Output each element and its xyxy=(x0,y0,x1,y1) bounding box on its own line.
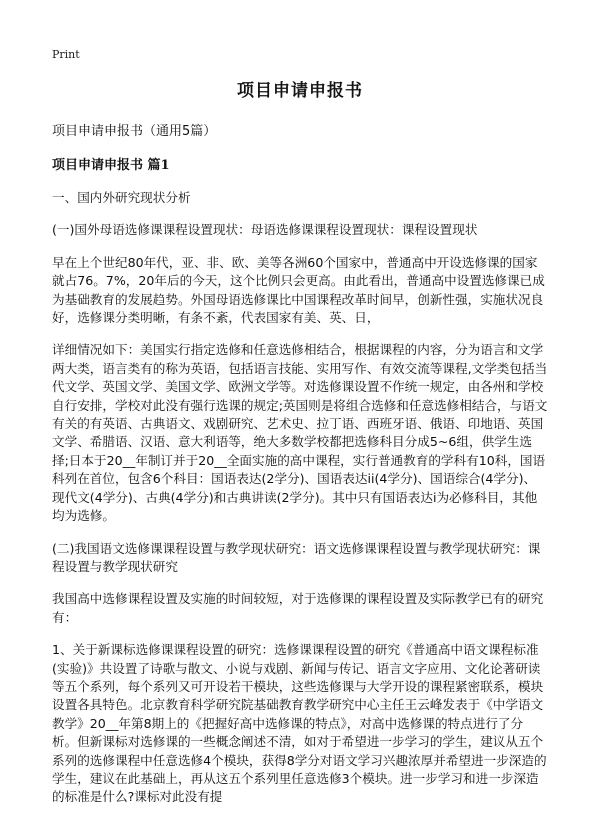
paragraph: (一)国外母语选修课课程设置现状：母语选修课课程设置现状：课程设置现状 xyxy=(52,222,478,238)
document-title: 项目申请申报书 xyxy=(237,81,363,101)
print-link[interactable]: Print xyxy=(52,48,80,61)
paragraph: (二)我国语文选修课课程设置与教学现状研究：语文选修课课程设置与教学现状研究：课程设置与教学现状研究 xyxy=(52,540,541,574)
document-body xyxy=(52,76,548,821)
paragraph: 一、国内外研究现状分析 xyxy=(52,190,191,205)
document-subtitle: 项目申请申报书（通用5篇） xyxy=(52,124,217,139)
paragraph: 我国高中选修课程设置及实施的时间较短，对于选修课的课程设置及实际教学已有的研究有： xyxy=(52,591,544,625)
paragraph: 早在上个世纪80年代，亚、非、欧、美等各洲60个国家中，普通高中开设选修课的国家就占76。7%，20年后的今天，这个比例只会更高。由此看出，普通高中设置选修课已成为基础教育的发展趋势。外国母语选修课比中国课程改革时间早，创新性强，实施状况良好，选修课分类明晰，有条不紊，代表国家有美、英、日， xyxy=(52,254,545,326)
paragraph: 1、关于新课标选修课课程设置的研究：选修课课程设置的研究《普通高中语文课程标准(实验)》共设置了诗歌与散文、小说与戏剧、新闻与传记、语言文字应用、文化论著研读等五个系列，每个系列又可开设若干模块，这些选修课与大学开设的课程紧密联系，模块设置各具特色。北京教育科学研究院基础教育教学研究中心主任王云峰发表于《中学语文教学》20__年第8期上的《把握好高中选修课的特点》，对高中选修课的特点进行了分析。但新课标对选修课的一些概念阐述不清，如对于希望进一步学习的学生，建议从五个系列的选修课程中任意选修4个模块，获得8学分对语文学习兴趣浓厚并希望进一步深造的学生，建议在此基础上，再从这五个系列里任意选修3个模块。进一步学习和进一步深造的标准是什么?课标对此没有提 xyxy=(52,642,547,805)
article-heading: 项目申请申报书 篇1 xyxy=(52,158,170,173)
paragraph: 详细情况如下：美国实行指定选修和任意选修相结合，根据课程的内容，分为语言和文学两大类，语言类有的称为英语，包括语言技能、实用写作、有效交流等课程,文学类包括当代文学、英国文学、美国文学、欧洲文学等。对选修课设置不作统一规定，由各州和学校自行安排，学校对此没有强行选课的规定;英国则是将组合选修和任意选修相结合，与语文有关的有英语、古典语文、戏剧研究、艺术史、拉丁语、西班牙语、俄语、印地语、英国文学、希腊语、汉语、意大利语等，绝大多数学校都把选修科目分成5~6组，供学生选择;日本于20__年制订并于20__全面实施的高中课程，实行普通教育的学科有10科，国语科列在首位，包含6个科目：国语表达(2学分)、国语表达ii(4学分)、国语综合(4学分)、现代文(4学分)、古典(4学分)和古典讲读(2学分)。其中只有国语表达i为必修科目，其他均为选修。 xyxy=(52,342,548,524)
